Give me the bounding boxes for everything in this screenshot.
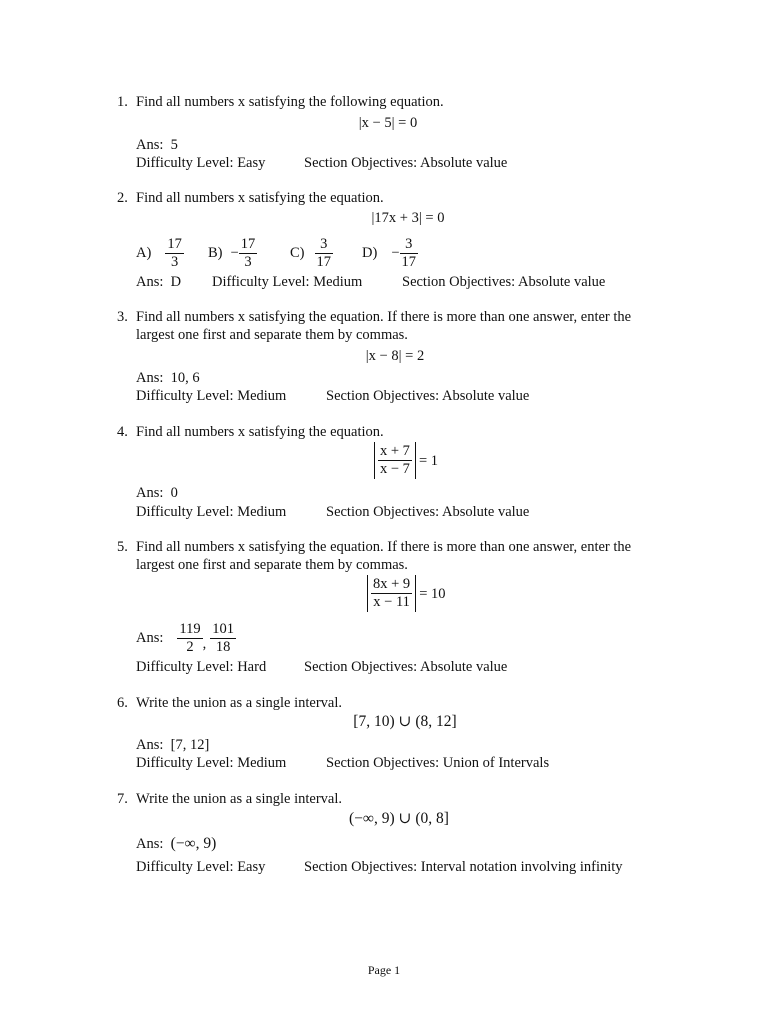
equation-numerator: 8x + 9 (373, 576, 411, 592)
answer-value: D (170, 274, 182, 290)
answer-numerator: 101 (212, 620, 234, 637)
equation-denominator: x − 11 (373, 594, 410, 610)
section-objective: Section Objectives: Union of Intervals (326, 755, 550, 771)
equation-rhs: = 1 (418, 452, 438, 469)
answer-label: Ans: (136, 137, 164, 153)
answer-line (136, 273, 181, 291)
question-number: 7. (117, 791, 128, 807)
answer-denominator: 2 (186, 638, 194, 655)
question-number: 3. (117, 309, 128, 325)
section-objective: Section Objectives: Absolute value (304, 155, 508, 171)
question-number: 4. (117, 424, 128, 440)
choice-a (136, 234, 184, 272)
question-prompt-line1: Find all numbers x satisfying the equation. If there is more than one answer, enter the (136, 309, 632, 325)
question-number: 2. (117, 190, 128, 206)
answer-line (136, 618, 236, 658)
equation-numerator: x + 7 (380, 443, 410, 459)
choice-numerator: 3 (400, 236, 419, 254)
equation: |x − 8| = 2 (365, 348, 425, 364)
equation (374, 442, 438, 479)
difficulty-level: Difficulty Level: Hard (136, 659, 267, 675)
section-objective: Section Objectives: Absolute value (304, 659, 508, 675)
answer-numerator: 119 (179, 620, 201, 637)
question-prompt-line1: Find all numbers x satisfying the equation. If there is more than one answer, enter the (136, 539, 632, 555)
equation-denominator: x − 7 (380, 461, 410, 477)
question-prompt-line2: largest one first and separate them by commas. (136, 557, 408, 573)
answer-line (136, 736, 209, 754)
section-objective: Section Objectives: Absolute value (326, 504, 530, 520)
equation: |x − 5| = 0 (358, 115, 418, 131)
equation: |17x + 3| = 0 (371, 210, 445, 226)
answer-label: Ans: (136, 485, 164, 501)
choice-c (290, 234, 333, 272)
choice-denominator: 3 (170, 253, 179, 270)
choice-sign: − (230, 245, 239, 261)
choice-label: B) (208, 245, 223, 261)
answer-denominator: 18 (215, 638, 231, 655)
answer-label: Ans: (136, 370, 164, 386)
choice-sign: − (391, 245, 400, 261)
equation-rhs: = 10 (419, 585, 446, 602)
answer-line (136, 835, 216, 853)
answer-line (136, 369, 200, 387)
section-objective: Section Objectives: Absolute value (326, 388, 530, 404)
page-number: Page 1 (367, 963, 401, 977)
question-prompt-line2: largest one first and separate them by commas. (136, 327, 408, 343)
question-prompt: Write the union as a single interval. (136, 695, 342, 711)
answer-value: 5 (170, 137, 178, 153)
equation: (−∞, 9) ∪ (0, 8] (349, 810, 449, 827)
answer-label: Ans: (136, 630, 164, 646)
choice-label: D) (362, 245, 378, 261)
answer-label: Ans: (136, 836, 164, 852)
answer-line (136, 136, 178, 154)
difficulty-level: Difficulty Level: Medium (136, 755, 287, 771)
difficulty-level: Difficulty Level: Easy (136, 155, 266, 171)
question-prompt: Find all numbers x satisfying the following equation. (136, 94, 444, 110)
difficulty-level: Difficulty Level: Easy (136, 859, 266, 875)
equation: [7, 10) ∪ (8, 12] (353, 713, 457, 730)
difficulty-level: Difficulty Level: Medium (136, 504, 287, 520)
equation (367, 575, 446, 612)
choice-denominator: 3 (244, 253, 252, 270)
choice-b (208, 234, 257, 272)
choice-denominator: 17 (316, 253, 331, 270)
section-objective: Section Objectives: Absolute value (402, 274, 606, 290)
answer-line (136, 484, 178, 502)
question-prompt: Find all numbers x satisfying the equation. (136, 190, 384, 206)
choice-numerator: 17 (167, 235, 182, 252)
question-prompt: Write the union as a single interval. (136, 791, 342, 807)
choice-numerator: 3 (315, 236, 334, 254)
answer-label: Ans: (136, 737, 164, 753)
answer-label: Ans: (136, 274, 164, 290)
choice-label: C) (290, 245, 305, 261)
question-prompt: Find all numbers x satisfying the equation. (136, 424, 384, 440)
answer-value: (−∞, 9) (170, 835, 217, 852)
answer-value: 0 (170, 485, 178, 501)
section-objective: Section Objectives: Interval notation involving infinity (304, 859, 623, 875)
question-number: 1. (117, 94, 128, 110)
choice-label: A) (136, 245, 152, 261)
answer-separator: , (202, 636, 207, 652)
answer-value: [7, 12] (170, 737, 210, 753)
choice-denominator: 17 (401, 253, 416, 270)
difficulty-level: Difficulty Level: Medium (136, 388, 287, 404)
choice-d (362, 234, 418, 272)
difficulty-level: Difficulty Level: Medium (212, 274, 363, 290)
question-number: 6. (117, 695, 128, 711)
answer-value: 10, 6 (170, 370, 200, 386)
choice-numerator: 17 (240, 235, 256, 252)
question-number: 5. (117, 539, 128, 555)
